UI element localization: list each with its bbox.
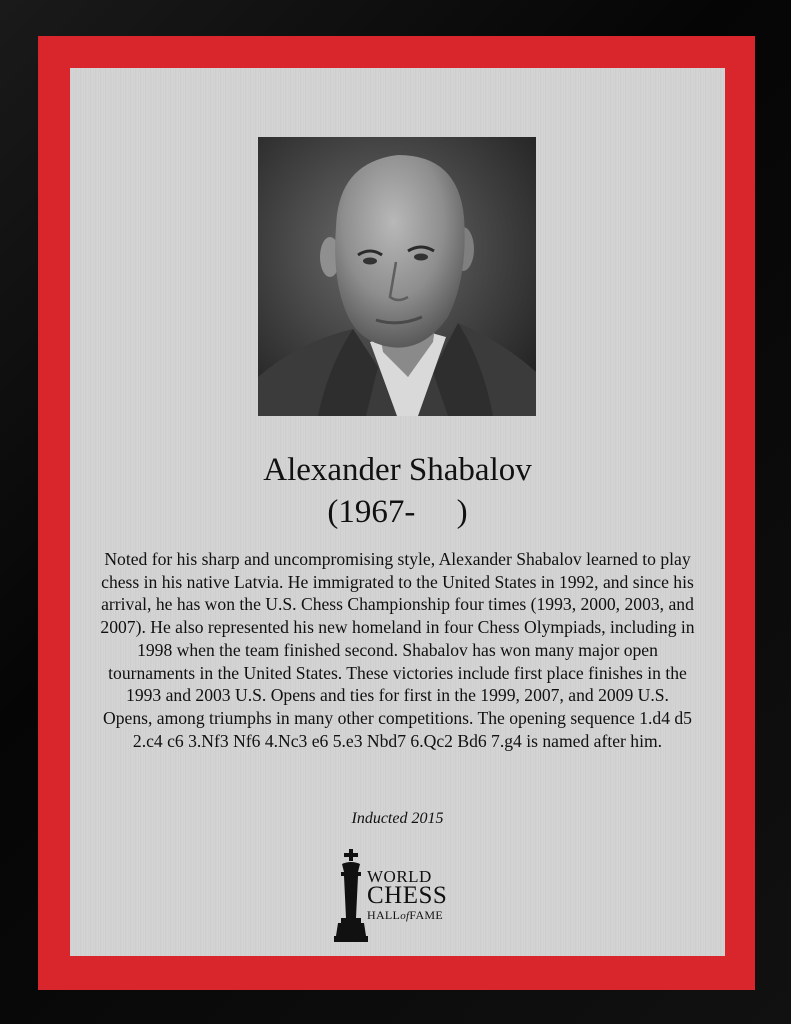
portrait-illustration <box>258 137 536 416</box>
logo-hall-of-fame: HALLofFAME <box>367 908 444 922</box>
inductee-biography: Noted for his sharp and uncompromising style, Alexander Shabalov learned to play chess in his native Latvia. He immigrated to the United States in 1992, and since his arrival, he has won the U.S. Chess Championship four times (1993, 2000, 2003, and 2007). He also represented his new homeland in four Chess Olympiads, including in 1998 when the team finished second. Shabalov has won many major open tournaments in the United States. These victories include first place finishes in the 1993 and 2003 U.S. Opens and ties for first in the 1999, 2007, and 2009 U.S. Opens, among triumphs in many other competitions. The opening sequence 1.d4 d5 2.c4 c6 3.Nf3 Nf6 4.Nc3 e6 5.e3 Nbd7 6.Qc2 Bd6 7.g4 is named after him. <box>100 549 695 751</box>
world-chess-hall-of-fame-logo <box>333 848 463 944</box>
logo-word-world: WORLD <box>367 867 432 886</box>
chess-king-icon <box>333 848 369 944</box>
inductee-name: Alexander Shabalov <box>263 452 532 488</box>
portrait-photo <box>258 137 536 416</box>
induction-year: Inducted 2015 <box>351 810 444 827</box>
inductee-years: (1967- ) <box>327 494 468 530</box>
logo-word-chess: CHESS <box>367 882 448 909</box>
